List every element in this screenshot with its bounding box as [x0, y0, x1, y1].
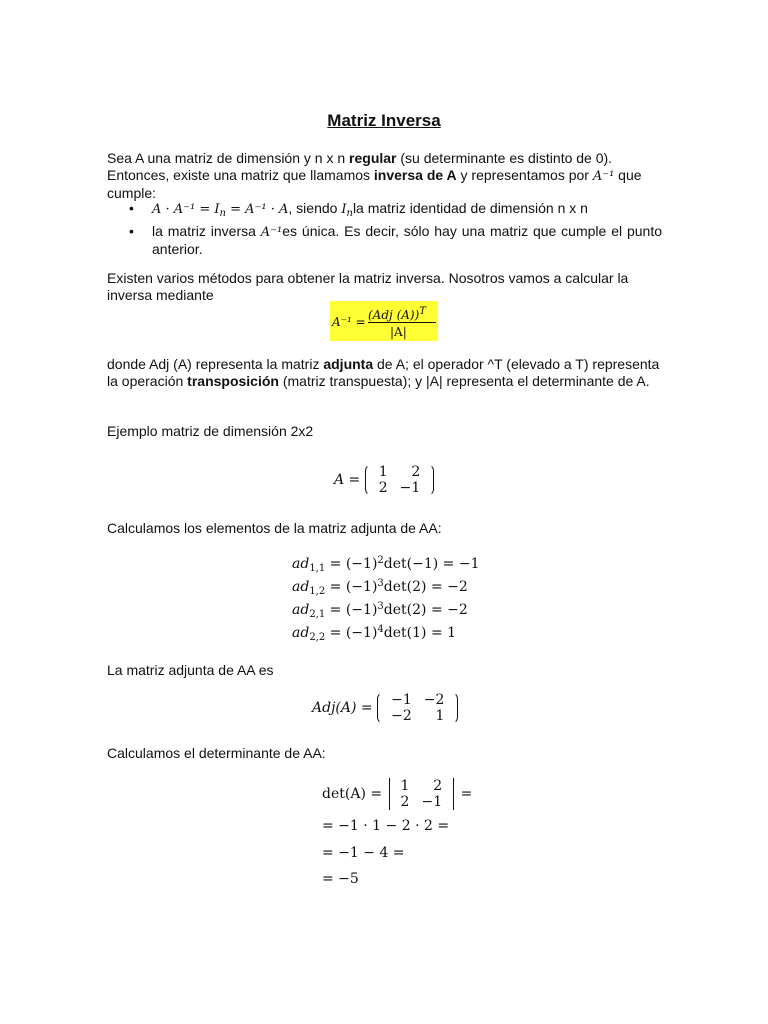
adjunto-eq: = (−1) — [325, 579, 378, 595]
det-after: = — [460, 786, 473, 802]
intro-bold-inversa: inversa de A — [373, 167, 457, 183]
fraction-bar — [368, 322, 436, 323]
adjunto-rest: det(1) = 1 — [383, 625, 457, 641]
adjunto-name: ad — [292, 579, 310, 595]
adjunto-sub: 1,2 — [309, 586, 326, 597]
matrix-cell: −1 — [399, 480, 421, 496]
adjunto-1-1 — [292, 552, 480, 577]
matrix-cell: 2 — [378, 480, 388, 496]
det-label: det(A) = — [322, 786, 383, 802]
matrix-cell: 1 — [435, 708, 445, 724]
list-item — [107, 223, 662, 258]
bullet-text-4: es única. Es decir, sólo hay una matriz que cumple el punto anterior. — [152, 223, 663, 257]
matrix-a — [365, 464, 435, 496]
adjunto-name: ad — [292, 602, 310, 618]
det-equation — [322, 778, 472, 810]
bullet-text-3: la matriz inversa — [152, 223, 261, 239]
adjunto-rest: det(2) = −2 — [383, 579, 468, 595]
matrix-cell: 2 — [411, 464, 421, 480]
formula-lhs: A⁻¹ = — [332, 315, 366, 329]
det-step-3: = −5 — [322, 871, 359, 887]
formula-denominator: |A| — [390, 325, 407, 339]
adjunto-name: ad — [292, 625, 310, 641]
donde-text-1: donde Adj (A) representa la matriz — [107, 356, 324, 372]
adjunto-eq: = (−1) — [325, 602, 378, 618]
matrix-cell: −1 — [391, 692, 412, 708]
list-item — [107, 200, 662, 222]
donde-bold-transposicion: transposición — [187, 373, 279, 389]
bullet-math-4: A⁻¹ — [260, 225, 283, 240]
bullet-math-sub-3: n — [346, 208, 353, 219]
bullet-icon: • — [129, 223, 134, 239]
adjunto-rest: det(−1) = −1 — [383, 556, 480, 572]
adjunto-pow: 3 — [377, 601, 384, 612]
matrix-cell: 2 — [400, 794, 410, 810]
intro-paragraph — [107, 150, 662, 202]
donde-text-3: (matriz transpuesta); y |A| representa el determinante de A. — [278, 373, 650, 389]
bullet-math-sub-1: n — [219, 208, 226, 219]
page-title: Matriz Inversa — [327, 111, 441, 130]
adjunto-eq: = (−1) — [325, 556, 378, 572]
property-list — [107, 200, 662, 259]
matrix-cell: −1 — [421, 794, 443, 810]
bullet-icon: • — [129, 200, 134, 216]
adj-matrix-heading: La matriz adjunta de AA es — [107, 662, 274, 678]
bullet-math-3: I — [341, 202, 347, 217]
det-step-2: = −1 − 4 = — [322, 845, 405, 861]
det-step-1: = −1 · 1 − 2 · 2 = — [322, 818, 450, 834]
example-heading: Ejemplo matriz de dimensión 2x2 — [107, 423, 314, 439]
adjunto-sub: 2,2 — [309, 632, 326, 643]
adjunto-pow: 3 — [377, 578, 384, 589]
formula-sup: T — [419, 306, 426, 317]
formula-numerator — [368, 303, 426, 324]
intro-bold-regular: regular — [349, 150, 397, 166]
adjunto-2-2 — [292, 621, 456, 646]
matrix-cell: 1 — [400, 778, 410, 794]
intro-text-2: (su determinante es distinto de 0). Entonces, existe una matriz que llamamos — [107, 150, 613, 183]
adjunta-heading: Calculamos los elementos de la matriz adjunta de AA: — [107, 520, 442, 536]
donde-text-2: de A; el operador ^T (elevado a T) representa la operación — [107, 356, 660, 389]
methods-paragraph: Existen varios métodos para obtener la matriz inversa. Nosotros vamos a calcular la inversa mediante — [107, 270, 629, 303]
intro-text-4: que cumple: — [107, 167, 642, 201]
matrix-a-equation — [334, 464, 434, 496]
matrix-cell: −2 — [423, 692, 445, 708]
adj-matrix — [377, 692, 458, 724]
adjunto-eq: = (−1) — [325, 625, 378, 641]
adjunto-rest: det(2) = −2 — [383, 602, 468, 618]
matrix-cell: 2 — [433, 778, 443, 794]
adj-matrix-label: Adj(A) = — [312, 700, 373, 716]
adjunto-name: ad — [292, 556, 310, 572]
det-heading: Calculamos el determinante de AA: — [107, 745, 326, 761]
adjunto-sub: 1,1 — [309, 563, 326, 574]
matrix-a-label: A = — [334, 472, 361, 488]
donde-bold-adjunta: adjunta — [323, 356, 374, 372]
adjunto-1-2 — [292, 575, 468, 600]
matrix-cell: −2 — [391, 708, 412, 724]
adjunto-pow: 2 — [377, 555, 384, 566]
bullet-math-1: A · A⁻¹ = I — [152, 202, 220, 217]
intro-math-inverse: A⁻¹ — [592, 169, 615, 184]
bullet-text-1: , siendo — [288, 200, 342, 216]
inverse-formula — [330, 301, 438, 341]
donde-paragraph — [107, 356, 662, 390]
intro-text-3: y representamos por — [456, 167, 593, 183]
intro-text-1: Sea A una matriz de dimensión y n x n — [107, 150, 350, 166]
matrix-cell: 1 — [378, 464, 388, 480]
adjunto-sub: 2,1 — [309, 609, 326, 620]
adj-matrix-equation — [312, 692, 458, 724]
formula-num-text: (Adj (A)) — [368, 308, 420, 322]
adjunto-2-1 — [292, 598, 468, 623]
bullet-text-2: la matriz identidad de dimensión n x n — [352, 200, 588, 216]
det-matrix — [387, 778, 457, 810]
adjunto-pow: 4 — [377, 624, 384, 635]
bullet-math-2: = A⁻¹ · A — [226, 202, 289, 217]
